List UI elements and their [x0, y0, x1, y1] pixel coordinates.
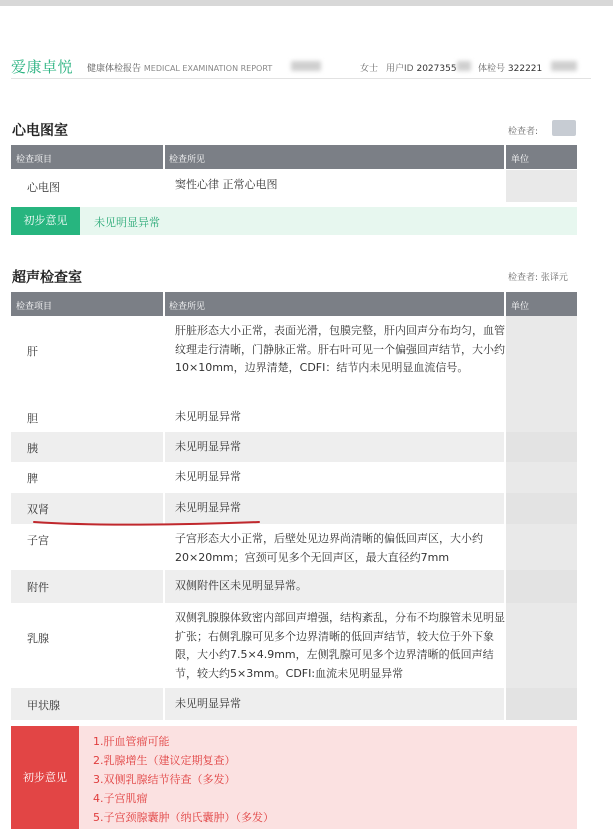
exam-item: 胆: [27, 412, 38, 425]
report-header: [11, 56, 591, 79]
ultrasound-examiner-label: 检查者:: [508, 273, 539, 283]
exam-item: 脾: [27, 472, 38, 485]
table-row: [11, 462, 577, 493]
opinion-item: 5.子宫颈腺囊肿（纳氏囊肿）（多发）: [93, 811, 274, 824]
ecg-examiner-label: 检查者:: [508, 127, 539, 137]
unit-cell: [506, 570, 577, 603]
table-row: [11, 316, 577, 402]
table-row: [11, 688, 577, 720]
col-divider: [504, 145, 506, 169]
unit-cell: [506, 170, 577, 202]
exam-no: [478, 61, 542, 74]
exam-item: 附件: [27, 581, 49, 594]
opinion-item: 1.肝血管瘤可能: [93, 735, 170, 748]
exam-item: 心电图: [27, 181, 60, 194]
report-title: [87, 61, 272, 74]
exam-item: 肝: [27, 345, 38, 358]
col-unit: 单位: [511, 302, 530, 312]
ultrasound-table-header: [11, 292, 577, 316]
table-row: [11, 524, 577, 570]
unit-cell: [506, 316, 577, 402]
report-title-en: MEDICAL EXAMINATION REPORT: [143, 64, 273, 73]
unit-cell: [506, 432, 577, 462]
exam-finding: 肝脏形态大小正常，表面光滑，包膜完整，肝内回声分布均匀，血管纹理走行清晰，门静脉正常。肝右叶可见一个偏强回声结节，大小约10×10mm，边界清楚，CDFI：结节内未见明显血流信号。: [175, 324, 505, 374]
ecg-examiner-signature: [552, 120, 576, 136]
redacted-user-id: [457, 61, 471, 71]
opinion-item: 4.子宫肌瘤: [93, 792, 148, 805]
gender-label: 女士: [360, 64, 379, 74]
exam-finding: 未见明显异常: [175, 697, 241, 710]
col-divider: [163, 292, 165, 316]
exam-finding: 未见明显异常: [175, 470, 241, 483]
ultrasound-section-title: 超声检查室: [12, 270, 82, 286]
ultrasound-opinion: [11, 726, 577, 829]
table-row: [11, 402, 577, 432]
top-band: [0, 0, 613, 6]
exam-finding: 子宫形态大小正常，后壁处见边界尚清晰的偏低回声区，大小约20×20mm；宫颈可见多个无回声区，最大直径约7mm: [175, 532, 483, 564]
opinion-badge: 初步意见: [11, 726, 79, 829]
col-divider: [504, 292, 506, 316]
unit-cell: [506, 524, 577, 570]
exam-item: 子宫: [27, 534, 49, 547]
exam-finding: 未见明显异常: [175, 410, 241, 423]
unit-cell: [506, 402, 577, 432]
unit-cell: [506, 493, 577, 524]
ecg-opinion: [11, 207, 577, 235]
col-unit: 单位: [511, 155, 530, 165]
exam-finding: 双侧乳腺腺体致密内部回声增强，结构紊乱，分布不均腺管未见明显扩张；右侧乳腺可见多个边界清晰的低回声结节，较大位于外下象限，大小约7.5×4.9mm，左侧乳腺可见多个边界清晰的低回声结节，较大约5×3mm。CDFI:血流未见明显异常: [175, 611, 505, 680]
redacted-name: [291, 61, 321, 71]
col-finding: 检查所见: [169, 155, 206, 165]
col-item: 检查项目: [16, 155, 53, 165]
user-id: [386, 61, 457, 74]
opinion-text: 未见明显异常: [94, 216, 160, 229]
opinion-badge: 初步意见: [11, 207, 80, 235]
exam-item: 胰: [27, 442, 38, 455]
brand-logo: 爱康卓悦: [11, 58, 74, 76]
col-finding: 检查所见: [169, 302, 206, 312]
exam-finding: 双侧附件区未见明显异常。: [175, 579, 307, 592]
col-item: 检查项目: [16, 302, 53, 312]
user-id-value: 2027355: [416, 64, 457, 74]
exam-finding: 未见明显异常: [175, 440, 241, 453]
user-id-label: 用户ID: [386, 64, 414, 74]
table-row: [11, 570, 577, 603]
ultrasound-examiner-name: 张译元: [540, 273, 568, 283]
exam-no-value: 322221: [507, 64, 543, 74]
exam-item: 甲状腺: [27, 699, 60, 712]
ecg-table-header: [11, 145, 577, 169]
unit-cell: [506, 603, 577, 688]
exam-item: 双肾: [27, 503, 49, 516]
unit-cell: [506, 462, 577, 493]
red-underline-annotation: [33, 520, 260, 526]
unit-cell: [506, 688, 577, 720]
report-title-cn: 健康体检报告: [87, 64, 142, 74]
opinion-item: 2.乳腺增生（建议定期复查）: [93, 754, 236, 767]
exam-no-label: 体检号: [478, 64, 506, 74]
redacted-exam-no: [551, 61, 577, 71]
opinion-item: 3.双侧乳腺结节待查（多发）: [93, 773, 236, 786]
ecg-section-title: 心电图室: [12, 123, 68, 139]
exam-finding: 窦性心律 正常心电图: [175, 178, 278, 191]
table-row: [11, 603, 577, 688]
col-divider: [163, 145, 165, 169]
opinion-list: [93, 732, 274, 827]
exam-item: 乳腺: [27, 632, 49, 645]
table-row: [11, 170, 577, 202]
table-row: [11, 432, 577, 462]
exam-finding: 未见明显异常: [175, 501, 241, 514]
ultrasound-examiner: [508, 270, 568, 283]
